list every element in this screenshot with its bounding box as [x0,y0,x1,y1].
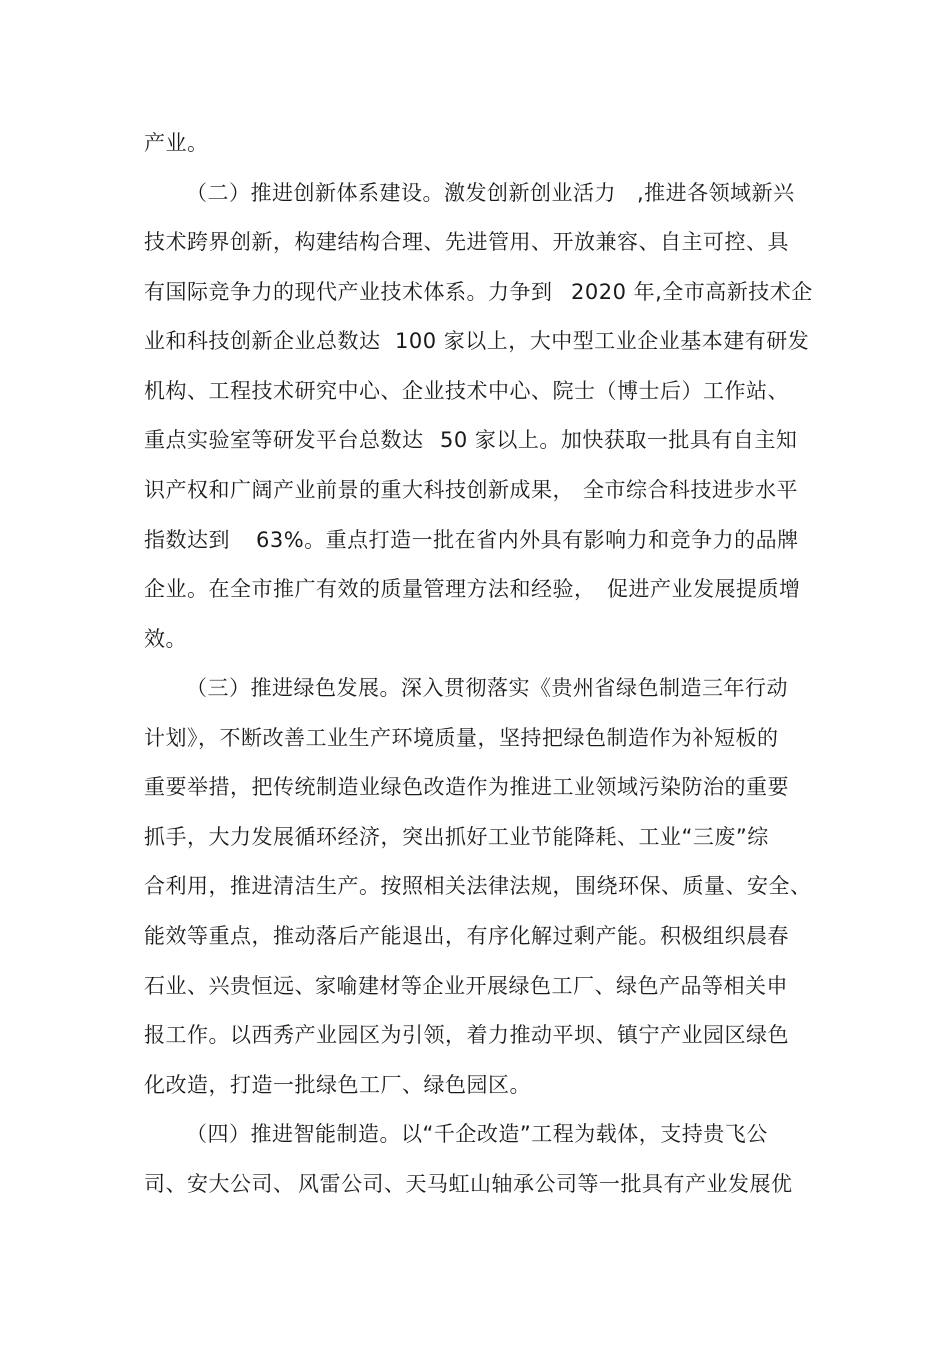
text-line [0,422,950,458]
text-segment: 2020 年,全市高新技术企 [571,280,813,304]
text-segment: ,推进各领域新兴 [637,181,795,205]
text-segment: （四）推进智能制造。以“千企改造”工程为载体，支持贵飞公 [186,1122,768,1146]
text-line [0,1017,950,1053]
text-segment: 司、安大公司、 [144,1172,295,1196]
text-segment: 围绕环保、质量、安全、 [575,874,812,898]
text-segment: 50 家以上。加快获取一批具有自主知 [440,428,798,452]
text-line [0,571,950,607]
text-segment: 重要举措，把传统制造业绿色改造作为推进工业领域污染防治的重要 [144,775,789,799]
text-line [0,1067,950,1103]
text-line [0,323,950,359]
text-segment: 业和科技创新企业总数达 [144,329,381,353]
text-segment: 合利用，推进清洁生产。按照相关法律法规， [144,874,574,898]
text-line [0,918,950,954]
text-line [0,373,950,409]
text-segment: 报工作。以西秀产业园区为引领，着力推动平坝、镇宁产业园区绿色 [144,1023,789,1047]
text-segment: 有国际竞争力的现代产业技术体系。力争到 [144,280,553,304]
text-segment: 100 家以上，大中型工业企业基本建有研发 [395,329,810,353]
text-line [0,621,950,657]
text-segment: 重点实验室等研发平台总数达 [144,428,424,452]
text-segment: 指数达到 [144,528,230,552]
text-line [0,224,950,260]
text-line [0,274,950,310]
text-segment: 抓手，大力发展循环经济，突出抓好工业节能降耗、工业“三废”综 [144,825,769,849]
text-segment: 计划》，不断改善工业生产环境质量，坚持把绿色制造作为补短板的 [144,726,779,750]
text-segment: 石业、兴贵恒远、 [144,974,316,998]
text-segment: 企业。在全市推广有效的质量管理方法和经验， [144,577,596,601]
text-line [0,1116,950,1152]
text-segment: 促进产业发展提质增 [607,577,801,601]
text-line [0,720,950,756]
text-line [0,125,950,161]
text-segment: 技术跨界创新，构建结构合理、先进管用、开放兼容、自主可控、具 [144,230,789,254]
text-segment: 63%。重点打造一批在省内外具有影响力和竞争力的品牌 [256,528,799,552]
text-segment: 识产权和广阔产业前景的重大科技创新成果， [144,478,574,502]
text-segment: 效。 [144,627,187,651]
text-line [0,670,950,706]
text-segment: 风雷公司、天马虹山轴承公司等一批具有产业发展优 [298,1172,793,1196]
text-segment: 全市综合科技进步水平 [583,478,798,502]
text-line [0,175,950,211]
text-segment: 化改造，打造一批绿色工厂、绿色园区。 [144,1073,531,1097]
text-line [0,472,950,508]
text-line [0,769,950,805]
text-segment: （二）推进创新体系建设。激发创新创业活力 [186,181,616,205]
text-line [0,868,950,904]
text-segment: 家喻建材等企业开展绿色工厂、绿色产品等相关申 [315,974,788,998]
text-line [0,522,950,558]
text-segment: （三）推进绿色发展。深入贯彻落实《贵州省绿色制造三年行动 [186,676,788,700]
text-line [0,968,950,1004]
text-segment: 机构、工程技术研究中心、企业技术中心、院士（博士后）工作站、 [144,379,789,403]
text-line [0,819,950,855]
text-line [0,1166,950,1202]
text-segment: 产业。 [144,131,209,155]
text-segment: 能效等重点，推动落后产能退出，有序化解过剩产能。积极组织晨春 [144,924,789,948]
